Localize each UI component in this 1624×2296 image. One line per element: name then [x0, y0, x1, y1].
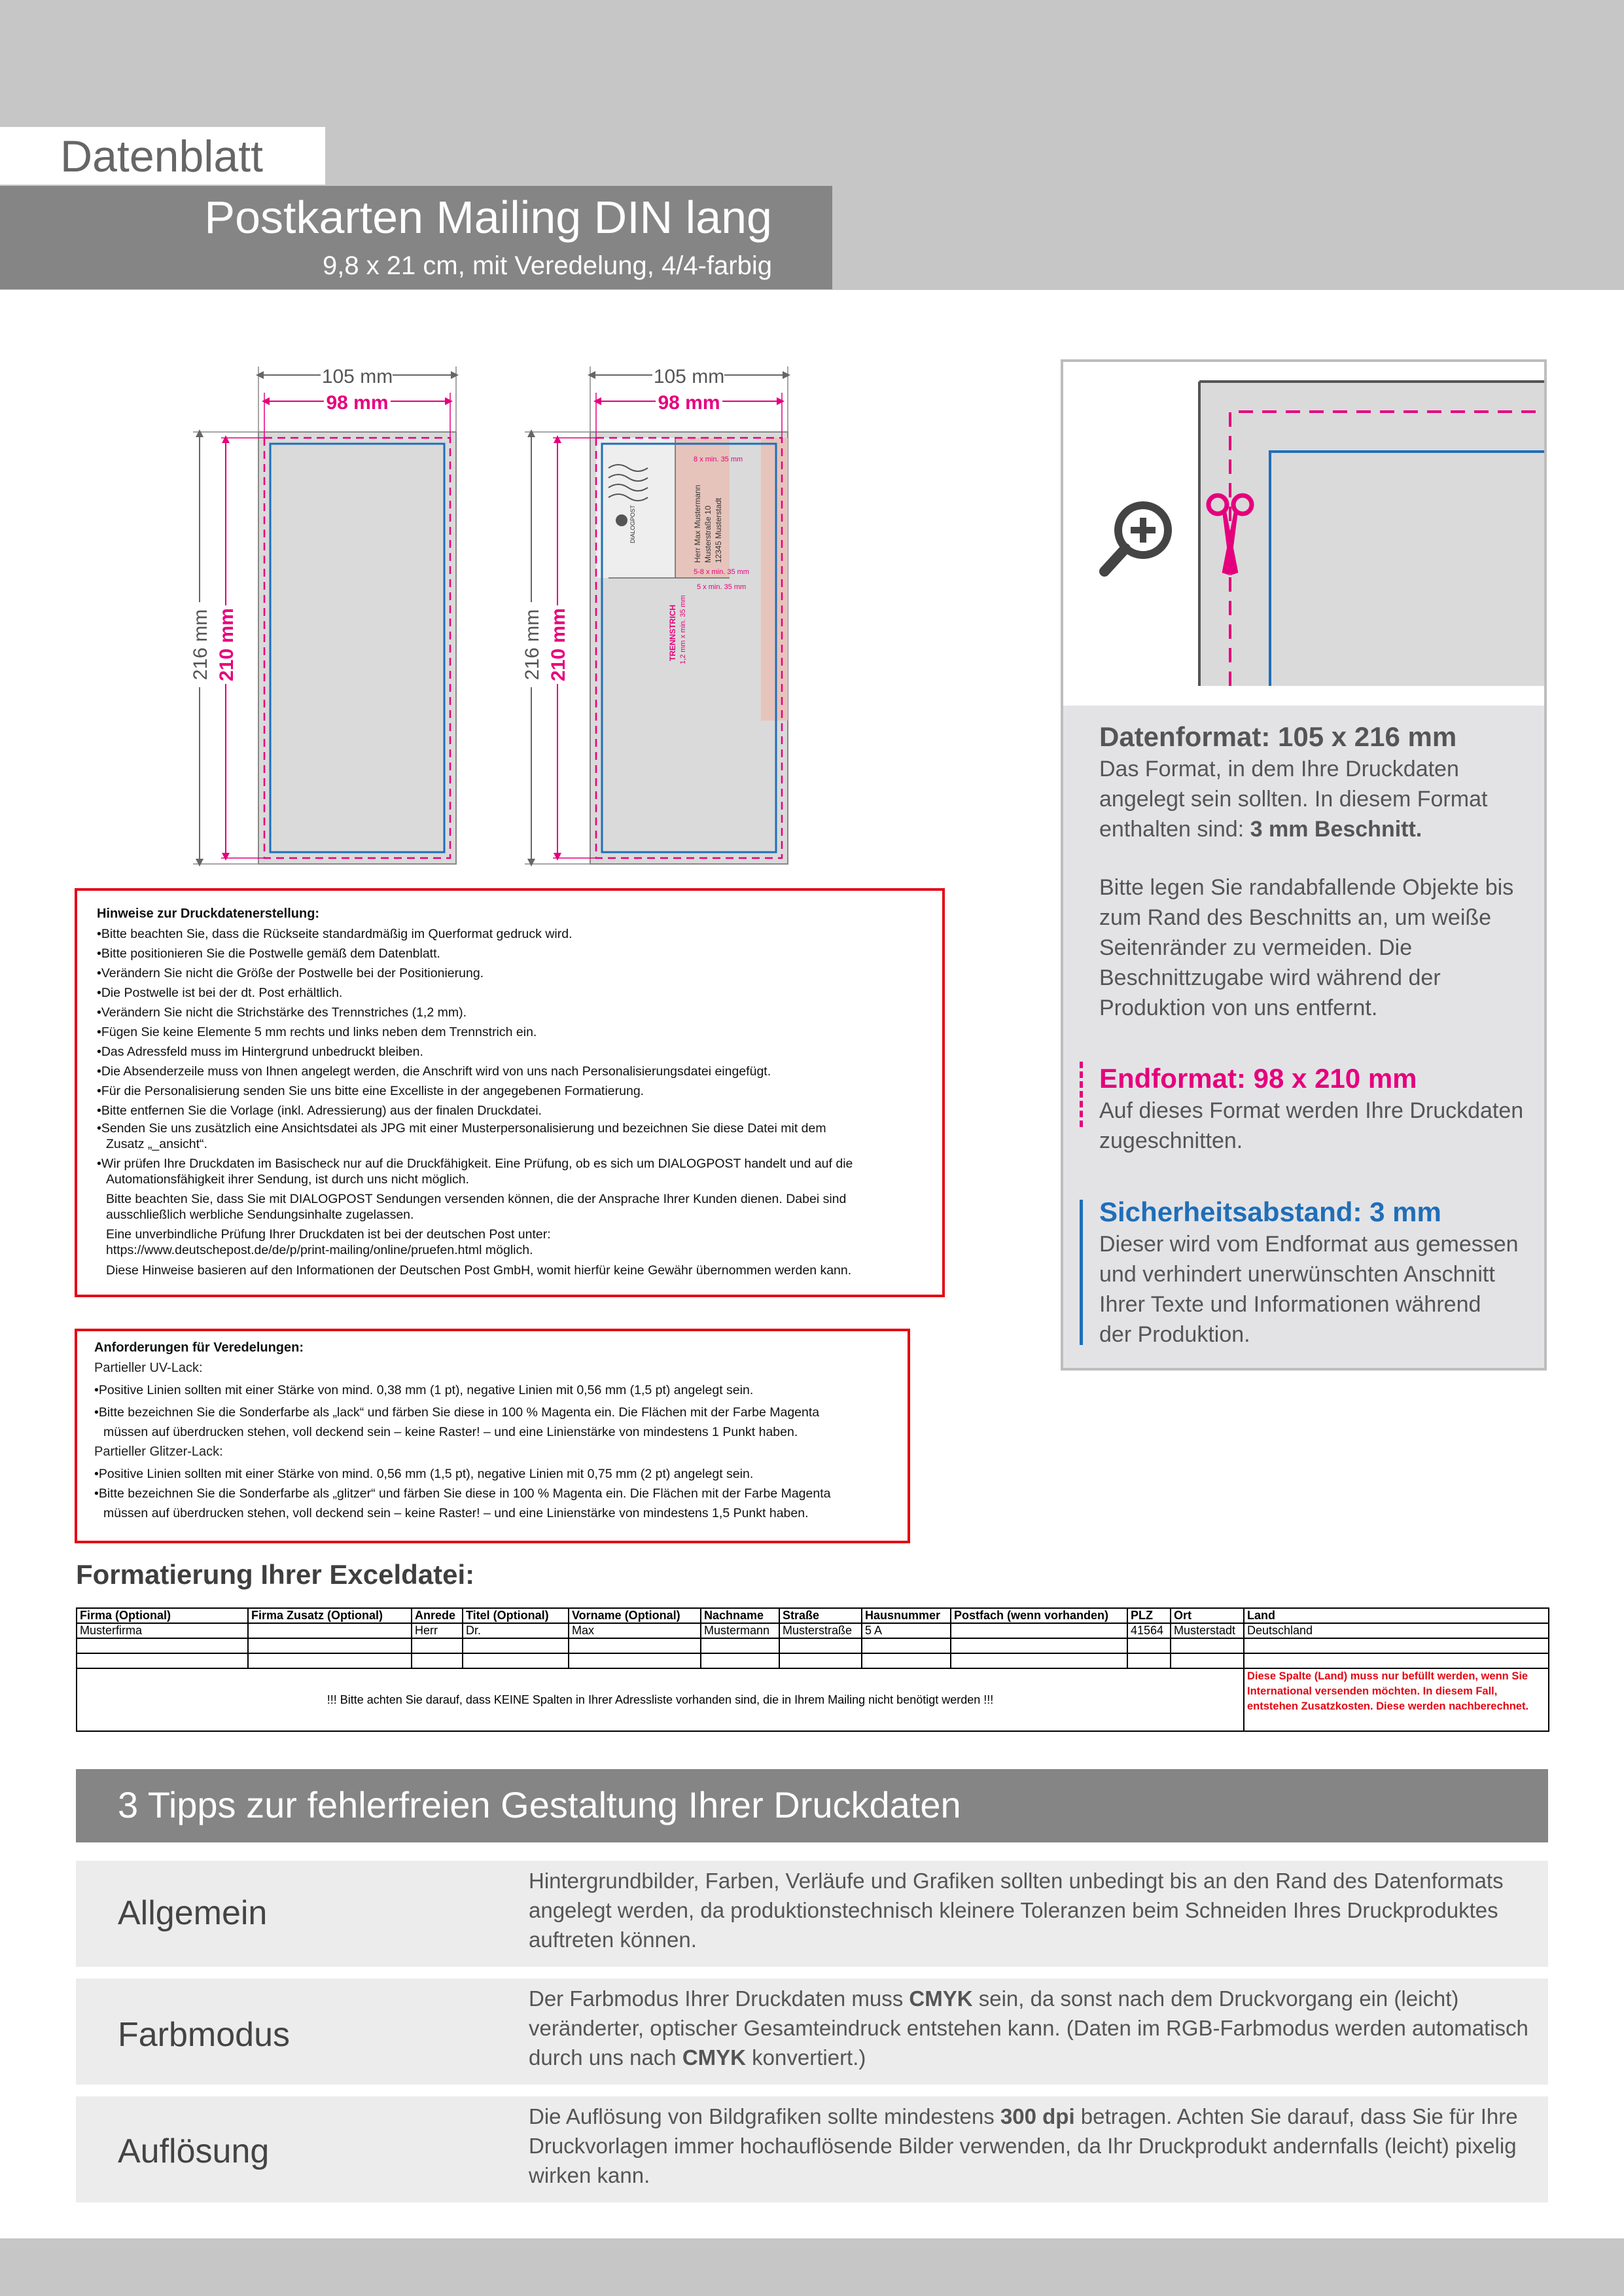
datenformat-line-2: angelegt sein sollten. In diesem Format — [1099, 787, 1488, 812]
table-note-row — [77, 1668, 1549, 1731]
datenformat-section — [1099, 720, 1487, 844]
card2-height-outer: 216 mm — [521, 609, 543, 681]
table-header: Straße — [779, 1608, 862, 1623]
note-item: • Verändern Sie nicht die Strichstärke des Trennstriches (1,2 mm). — [97, 1003, 923, 1022]
table-cell: 41564 — [1127, 1623, 1171, 1638]
note-item: • Verändern Sie nicht die Größe der Postwelle bei der Positionierung. — [97, 963, 923, 983]
table-header: Firma Zusatz (Optional) — [248, 1608, 412, 1623]
table-cell — [951, 1623, 1127, 1638]
page-subtitle: 9,8 x 21 cm, mit Veredelung, 4/4-farbig — [322, 251, 772, 280]
tips-title: 3 Tipps zur fehlerfreien Gestaltung Ihrer Druckdaten — [118, 1784, 961, 1825]
tip-label: Allgemein — [118, 1894, 268, 1932]
excel-table — [76, 1607, 1549, 1732]
excel-heading: Formatierung Ihrer Exceldatei: — [76, 1559, 475, 1590]
table-row — [77, 1623, 1549, 1638]
note-item: • Die Absenderzeile muss von Ihnen angelegt werden, die Anschrift wird von uns nach Personalisierungsdatei eingefügt. — [97, 1062, 923, 1081]
table-header: Land — [1244, 1608, 1549, 1623]
tip-text: Hintergrundbilder, Farben, Verläufe und Grafiken sollten unbedingt bis an den Rand des Datenformats angelegt werden, da produktionstechnisch kleinere Toleranzen beim Schneiden Ihres Druckproduktes auftreten können. — [529, 1869, 1504, 1952]
stamp-height-label: 5-8 x min. 35 mm — [694, 568, 749, 576]
table-header: Titel (Optional) — [463, 1608, 569, 1623]
safety-line-3: Ihrer Texte und Informationen während — [1099, 1292, 1481, 1317]
tip-allgemein — [76, 1861, 1548, 1967]
datenformat-line-1: Das Format, in dem Ihre Druckdaten — [1099, 757, 1459, 781]
table-cell: Deutschland — [1244, 1623, 1549, 1638]
note-check-1: • Wir prüfen Ihre Druckdaten im Basischeck nur auf die Druckfähigkeit. Eine Prüfung, ob es sich um DIALOGPOST handelt und auf die — [97, 1156, 923, 1172]
svg-text:Herr Max Mustermann: Herr Max Mustermann — [693, 484, 702, 563]
card2-width-outer: 105 mm — [653, 366, 725, 387]
safety-title: Sicherheitsabstand: 3 mm — [1099, 1196, 1441, 1227]
veredelung-title: Anforderungen für Veredelungen: — [94, 1340, 304, 1355]
table-cell: Musterfirma — [77, 1623, 248, 1638]
endformat-marker — [1080, 1062, 1083, 1127]
uv-line-3: müssen auf überdrucken stehen, voll deckend sein – keine Raster! – und eine Linienstärke von mindestens 1 Punkt haben. — [103, 1425, 798, 1439]
svg-text:Musterstraße 10: Musterstraße 10 — [703, 505, 713, 563]
endformat-section — [1099, 1062, 1523, 1156]
table-header-row — [77, 1608, 1549, 1623]
note-pruef-1: Eine unverbindliche Prüfung Ihrer Druckdaten ist bei der deutschen Post unter: — [106, 1227, 551, 1242]
bleed-line-2: zum Rand des Beschnitts an, um weiße — [1099, 905, 1492, 930]
table-header: Hausnummer — [862, 1608, 951, 1623]
stamp-width-label: 8 x min. 35 mm — [694, 456, 743, 463]
safety-line-1: Dieser wird vom Endformat aus gemessen — [1099, 1232, 1519, 1257]
table-cell: Mustermann — [701, 1623, 779, 1638]
table-cell — [248, 1623, 412, 1638]
card1-width-outer: 105 mm — [321, 366, 393, 387]
bleed-line-1: Bitte legen Sie randabfallende Objekte bis — [1099, 875, 1514, 900]
tip-aufloesung — [76, 2096, 1548, 2202]
table-cell: Dr. — [463, 1623, 569, 1638]
note-item: • Die Postwelle ist bei der dt. Post erhältlich. — [97, 983, 923, 1003]
glitzer-line-3: müssen auf überdrucken stehen, voll deckend sein – keine Raster! – und eine Linienstärke von mindestens 1,5 Punkt haben. — [103, 1506, 809, 1520]
datenformat-bold: 3 mm Beschnitt. — [1250, 817, 1422, 842]
note-pruef-2: https://www.deutschepost.de/de/p/print-mailing/online/pruefen.html möglich. — [106, 1243, 533, 1257]
table-cell: Herr — [412, 1623, 463, 1638]
table-cell: Max — [569, 1623, 701, 1638]
note-item: • Das Adressfeld muss im Hintergrund unbedruckt bleiben. — [97, 1042, 923, 1062]
table-header: PLZ — [1127, 1608, 1171, 1623]
bleed-line-4: Beschnittzugabe wird während der — [1099, 965, 1441, 990]
table-cell: Musterstadt — [1171, 1623, 1244, 1638]
note-item: • Bitte positionieren Sie die Postwelle gemäß dem Datenblatt. — [97, 944, 923, 963]
note-jpg-1: • Senden Sie uns zusätzlich eine Ansichtsdatei als JPG mit einer Musterpersonalisierung und bezeichnen Sie diese Datei mit dem — [97, 1121, 923, 1136]
tip-text: Die Auflösung von Bildgrafiken sollte mindestens 300 dpi betragen. Achten Sie darauf, dass Sie für Ihre Druckvorlagen immer hochauflösende Bilder verwenden, da Ihr Druckprodukt andernfalls (leicht) pixelig wirken kann. — [529, 2104, 1518, 2187]
table-row-empty — [77, 1638, 1549, 1653]
endformat-title: Endformat: 98 x 210 mm — [1099, 1063, 1417, 1094]
card1-height-outer: 216 mm — [190, 609, 211, 681]
table-row-empty — [77, 1653, 1549, 1668]
endformat-line-2: zugeschnitten. — [1099, 1128, 1243, 1153]
note-item: • Bitte beachten Sie, dass die Rückseite standardmäßig im Querformat gedruck wird. — [97, 924, 923, 944]
tips-bar — [76, 1769, 1548, 1842]
info-panel-illustration — [1063, 362, 1544, 706]
card1-width-inner: 98 mm — [326, 392, 389, 414]
safety-line-2: und verhindert unerwünschten Anschnitt — [1099, 1262, 1495, 1287]
uv-line-1: • Positive Linien sollten mit einer Stärke von mind. 0,38 mm (1 pt), negative Linien mit 0,56 mm (1,5 pt) angelegt sein. — [94, 1380, 891, 1400]
tip-farbmodus — [76, 1979, 1548, 2085]
format-diagrams — [177, 353, 831, 877]
svg-text:12345 Musterstadt: 12345 Musterstadt — [714, 497, 723, 563]
page-title: Postkarten Mailing DIN lang — [204, 192, 772, 243]
tip-text: Der Farbmodus Ihrer Druckdaten muss CMYK sein, da sonst nach dem Druckvorgang ein (leicht) veränderter, optischer Gesamteindruck entstehen kann. (Daten im RGB-Farbmodus werden automatisch durch uns nach CMYK konvertiert.) — [529, 1986, 1528, 2070]
print-notes-box — [75, 888, 945, 1297]
note-disclaimer: Diese Hinweise basieren auf den Informationen der Deutschen Post GmbH, womit hierfür keine Gewähr übernommen werden kann. — [106, 1263, 852, 1278]
card-back — [521, 366, 788, 864]
endformat-line-1: Auf dieses Format werden Ihre Druckdaten — [1099, 1098, 1524, 1123]
tip-label: Auflösung — [118, 2132, 270, 2170]
datenformat-line-3: enthalten sind: — [1099, 817, 1250, 842]
note-check-2: Automationsfähigkeit ihrer Sendung, ist durch uns nicht möglich. — [106, 1172, 469, 1187]
footer-band — [0, 2238, 1624, 2296]
table-header: Vorname (Optional) — [569, 1608, 701, 1623]
table-cell: 5 A — [862, 1623, 951, 1638]
note-dialog-1: Bitte beachten Sie, dass Sie mit DIALOGPOST Sendungen versenden können, die der Ansprache Ihrer Kunden dienen. Dabei sind — [106, 1192, 847, 1206]
table-header: Ort — [1171, 1608, 1244, 1623]
stamp-bottom-label: 5 x min. 35 mm — [697, 583, 747, 591]
note-dialog-2: ausschließlich werbliche Sendungsinhalte zugelassen. — [106, 1208, 414, 1222]
excel-note: !!! Bitte achten Sie darauf, dass KEINE Spalten in Ihrer Adressliste vorhanden sind, die in Ihrem Mailing nicht benötigt werden !!! — [77, 1668, 1244, 1731]
bleed-section — [1099, 872, 1513, 1023]
table-header: Nachname — [701, 1608, 779, 1623]
note-item: • Für die Personalisierung senden Sie uns bitte eine Excelliste in der angegebenen Formatierung. — [97, 1081, 923, 1101]
note-item: • Bitte entfernen Sie die Vorlage (inkl. Adressierung) aus der finalen Druckdatei. — [97, 1101, 923, 1121]
land-note: Diese Spalte (Land) muss nur befüllt werden, wenn Sie International versenden möchten. In diesem Fall, entstehen Zusatzkosten. Diese werden nachberechnet. — [1244, 1668, 1549, 1731]
bleed-line-5: Produktion von uns entfernt. — [1099, 996, 1378, 1020]
card2-width-inner: 98 mm — [658, 392, 720, 414]
note-jpg-2: Zusatz „_ansicht“. — [106, 1137, 207, 1151]
table-cell: Musterstraße — [779, 1623, 862, 1638]
doc-type-text: Datenblatt — [60, 132, 263, 181]
bleed-line-3: Seitenränder zu vermeiden. Die — [1099, 935, 1413, 960]
card1-height-inner: 210 mm — [216, 608, 238, 681]
card2-height-inner: 210 mm — [548, 608, 569, 681]
glitzer-line-2: • Bitte bezeichnen Sie die Sonderfarbe als „glitzer“ und färben Sie diese in 100 % Magenta ein. Die Flächen mit der Farbe Magenta — [94, 1484, 891, 1503]
uv-title: Partieller UV-Lack: — [94, 1361, 203, 1375]
trennstrich-size: 1,2 mm x min. 35 mm — [679, 595, 687, 664]
table-header: Firma (Optional) — [77, 1608, 248, 1623]
safety-line-4: der Produktion. — [1099, 1322, 1250, 1347]
card-front — [190, 366, 456, 864]
notes-title: Hinweise zur Druckdatenerstellung: — [97, 906, 320, 921]
zoom-icon — [1104, 505, 1168, 571]
tip-label: Farbmodus — [118, 2016, 290, 2054]
veredelung-box — [75, 1329, 910, 1543]
table-header: Postfach (wenn vorhanden) — [951, 1608, 1127, 1623]
glitzer-title: Partieller Glitzer-Lack: — [94, 1444, 223, 1459]
trennstrich-label: TRENNSTRICH — [668, 605, 677, 661]
safety-section — [1099, 1195, 1519, 1350]
stamp-text: DIALOGPOST — [629, 505, 636, 543]
glitzer-line-1: • Positive Linien sollten mit einer Stärke von mind. 0,56 mm (1,5 pt), negative Linien mit 0,75 mm (2 pt) angelegt sein. — [94, 1464, 891, 1484]
uv-line-2: • Bitte bezeichnen Sie die Sonderfarbe als „lack“ und färben Sie diese in 100 % Magenta ein. Die Flächen mit der Farbe Magenta — [94, 1403, 891, 1422]
safety-marker — [1080, 1200, 1083, 1345]
table-header: Anrede — [412, 1608, 463, 1623]
note-item: • Fügen Sie keine Elemente 5 mm rechts und links neben dem Trennstrich ein. — [97, 1022, 923, 1042]
datenformat-title: Datenformat: 105 x 216 mm — [1099, 721, 1457, 752]
doc-type-label — [0, 127, 325, 185]
title-box — [0, 186, 832, 289]
